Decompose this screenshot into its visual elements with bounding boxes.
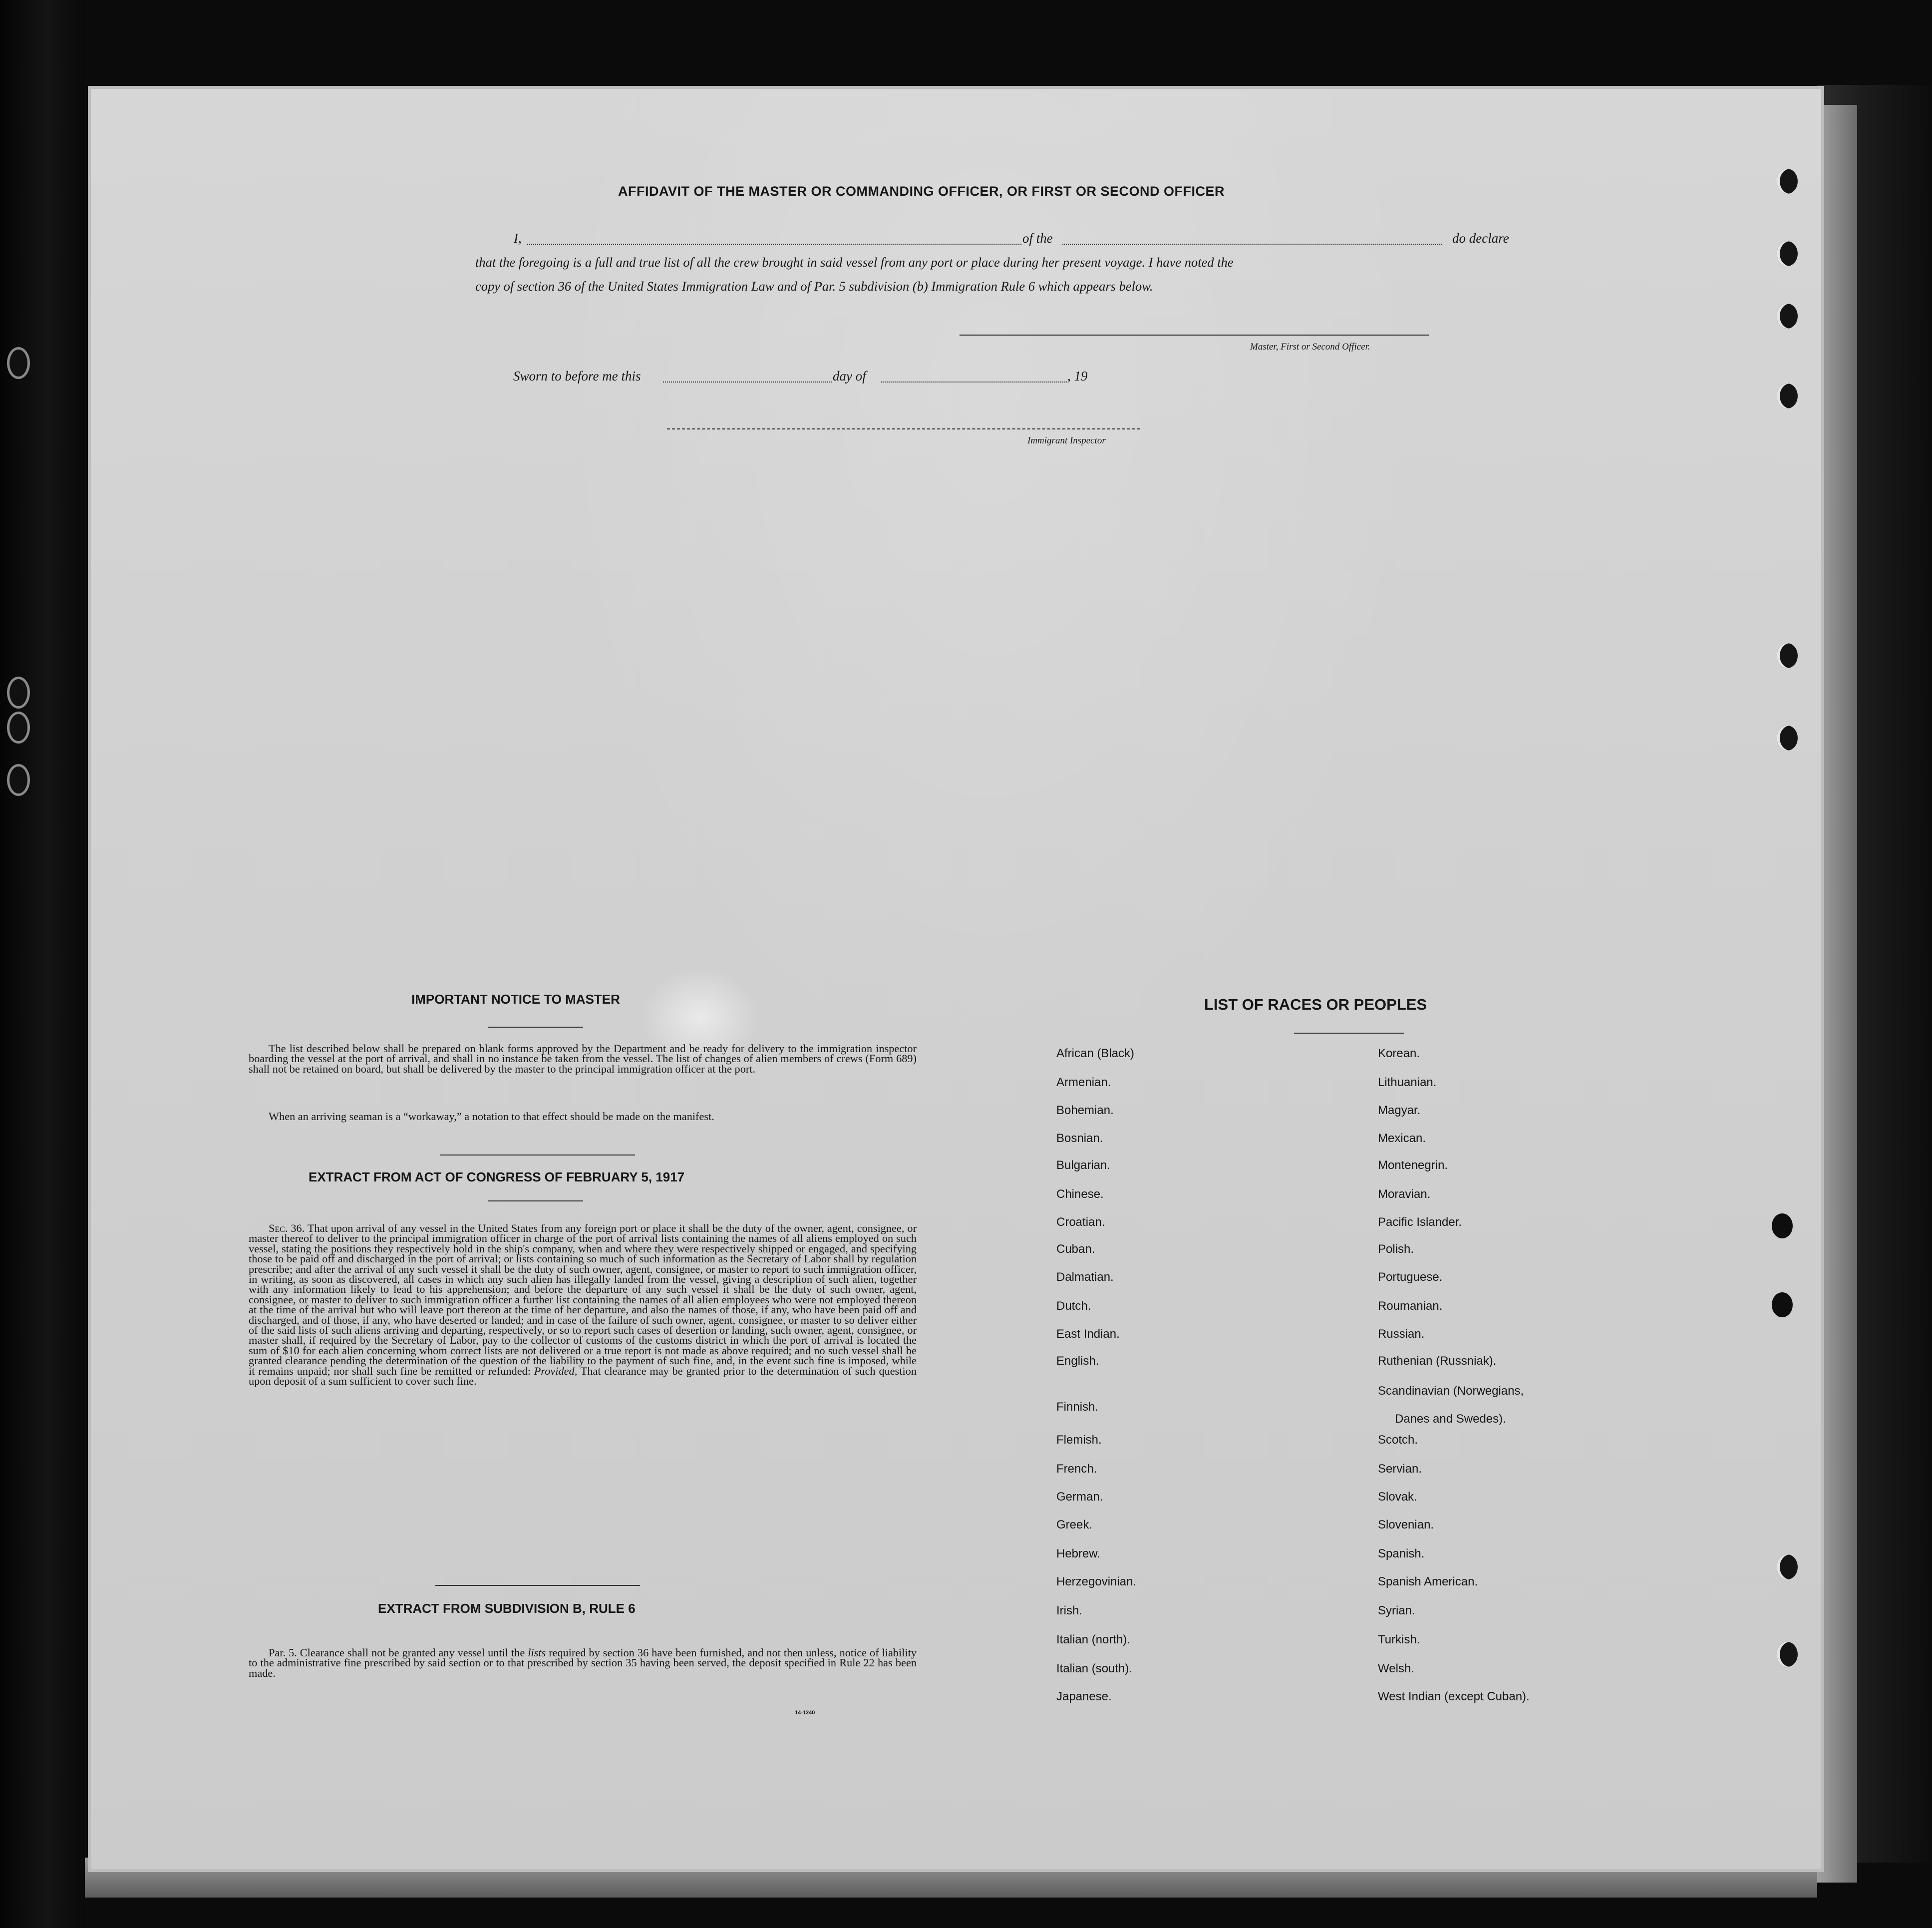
notice-title: IMPORTANT NOTICE TO MASTER: [411, 992, 620, 1007]
rule-text-b: required by section 36 have been furnished, and not then unless, notice of liability to the administrative fine prescribed by said section or to that prescribed by section 35 having been served, the deposit specified in Rule 22 has been made.: [249, 1646, 917, 1679]
document-sheet: [91, 89, 1821, 1869]
act-extract-title: EXTRACT FROM ACT OF CONGRESS OF FEBRUARY 5, 1917: [309, 1169, 685, 1184]
punch-hole: [1777, 1642, 1798, 1667]
race-item: Croatian.: [1056, 1215, 1105, 1229]
punch-hole: [1777, 1554, 1798, 1579]
sworn-day-blank[interactable]: [663, 382, 832, 383]
sec-label: Sec. 36.: [269, 1222, 305, 1234]
notice-paragraph-2: [249, 1112, 917, 1122]
race-item: Welsh.: [1378, 1662, 1414, 1675]
race-item: Chinese.: [1056, 1187, 1104, 1201]
race-item: Cuban.: [1056, 1242, 1095, 1256]
affidavit-i: I,: [514, 231, 522, 246]
master-caption: Master, First or Second Officer.: [1250, 342, 1370, 352]
film-hole: [7, 764, 30, 796]
punch-hole: [1777, 384, 1798, 408]
race-item: Mexican.: [1378, 1132, 1426, 1145]
race-item: Slovenian.: [1378, 1518, 1434, 1532]
race-item: Korean.: [1378, 1047, 1420, 1060]
race-item: Syrian.: [1378, 1604, 1415, 1617]
race-item: Scandinavian (Norwegians,: [1378, 1384, 1524, 1398]
race-item: English.: [1056, 1354, 1099, 1368]
race-item: Roumanian.: [1378, 1299, 1443, 1313]
punch-hole: [1777, 169, 1798, 194]
race-item: Bulgarian.: [1056, 1158, 1111, 1172]
race-item: Turkish.: [1378, 1633, 1420, 1646]
race-item: Lithuanian.: [1378, 1076, 1437, 1089]
divider: [440, 1155, 635, 1156]
race-item: East Indian.: [1056, 1327, 1120, 1341]
notice-text-1: The list described below shall be prepared on blank forms approved by the Department and be ready for delivery to the immigration inspector boarding the vessel at the port of arrival, and shall in no instance be taken from the vessel. The list of changes of alien members of crews (Form 689) shall not be retained on board, but shall be delivered by the master to the principal immigration officer at the port.: [249, 1042, 917, 1075]
rule-text-a: Par. 5. Clearance shall not be granted any vessel until the: [269, 1646, 525, 1659]
notice-paragraph: [249, 1044, 917, 1074]
sworn-year: , 19: [1067, 369, 1088, 384]
divider: [1294, 1033, 1404, 1034]
affidavit-title: AFFIDAVIT OF THE MASTER OR COMMANDING OFFICER, OR FIRST OR SECOND OFFICER: [618, 184, 1225, 199]
race-item: Armenian.: [1056, 1076, 1111, 1089]
affidavit-line-3: copy of section 36 of the United States Immigration Law and of Par. 5 subdivision (b) Immigration Rule 6 which appears below.: [475, 279, 1153, 294]
film-hole: [7, 347, 30, 379]
races-title: LIST OF RACES OR PEOPLES: [1204, 996, 1427, 1013]
race-item: West Indian (except Cuban).: [1378, 1690, 1530, 1703]
race-item: Portuguese.: [1378, 1270, 1443, 1284]
race-item: Japanese.: [1056, 1690, 1112, 1703]
sworn-prefix: Sworn to before me this: [513, 369, 641, 384]
race-item: Italian (south).: [1056, 1662, 1133, 1675]
punch-hole: [1772, 1292, 1793, 1317]
race-item: Pacific Islander.: [1378, 1215, 1462, 1229]
affidavit-of-the: of the: [1022, 231, 1053, 246]
race-item: Italian (north).: [1056, 1633, 1131, 1646]
race-item: Bosnian.: [1056, 1132, 1103, 1145]
rule-extract-title: EXTRACT FROM SUBDIVISION B, RULE 6: [378, 1601, 636, 1616]
film-edge-left: [0, 0, 85, 1928]
race-item: Flemish.: [1056, 1433, 1102, 1447]
race-item: Spanish.: [1378, 1547, 1425, 1560]
race-item: Bohemian.: [1056, 1104, 1114, 1117]
act-extract-text: [249, 1223, 917, 1387]
punch-hole: [1777, 726, 1798, 751]
race-item: Moravian.: [1378, 1187, 1431, 1201]
form-number: 14-1240: [795, 1710, 815, 1716]
act-text-end: That clearance may be granted prior to the determination of such question upon deposit of a sum sufficient to cover such fine.: [249, 1364, 917, 1388]
race-item: Spanish American.: [1378, 1575, 1478, 1588]
inspector-signature-line[interactable]: [667, 428, 1140, 429]
race-item: Herzegovinian.: [1056, 1575, 1137, 1588]
notice-text-2: When an arriving seaman is a “workaway,” a notation to that effect should be made on the manifest.: [269, 1110, 714, 1123]
punch-hole: [1777, 304, 1798, 329]
lists-word: lists: [528, 1646, 546, 1659]
punch-hole: [1772, 1213, 1793, 1238]
punch-hole: [1777, 643, 1798, 668]
race-item: Irish.: [1056, 1604, 1083, 1617]
race-item: African (Black): [1056, 1047, 1135, 1060]
race-item: Dutch.: [1056, 1299, 1091, 1313]
vessel-blank[interactable]: [1062, 244, 1442, 245]
divider: [488, 1027, 583, 1028]
race-item: Montenegrin.: [1378, 1158, 1448, 1172]
race-item-continuation: Danes and Swedes).: [1395, 1412, 1506, 1426]
film-hole: [7, 712, 30, 744]
race-item: French.: [1056, 1462, 1097, 1476]
race-item: Scotch.: [1378, 1433, 1418, 1447]
rule-extract-text: [249, 1648, 917, 1678]
race-item: Hebrew.: [1056, 1547, 1101, 1560]
race-item: Servian.: [1378, 1462, 1422, 1476]
race-item: Finnish.: [1056, 1400, 1099, 1414]
race-item: German.: [1056, 1490, 1103, 1504]
sworn-month-blank[interactable]: [881, 382, 1067, 383]
race-item: Magyar.: [1378, 1104, 1421, 1117]
affidavit-line-2: that the foregoing is a full and true list of all the crew brought in said vessel from any port or place during her present voyage. I have noted the: [475, 255, 1234, 270]
race-item: Polish.: [1378, 1242, 1414, 1256]
inspector-caption: Immigrant Inspector: [1027, 435, 1106, 446]
sworn-day-of: day of: [833, 369, 866, 384]
name-blank[interactable]: [527, 244, 1021, 245]
divider: [435, 1585, 640, 1586]
affidavit-declare: do declare: [1452, 231, 1509, 246]
provided-word: Provided,: [534, 1364, 578, 1377]
race-item: Russian.: [1378, 1327, 1425, 1341]
act-text: That upon arrival of any vessel in the United States from any foreign port or place it shall be the duty of the owner, agent, consignee, or master thereof to deliver to the principal immigration officer in charge of the port of arrival lists containing the names of all aliens employed on such vessel, stating the positions they respectively hold in the ship's company, when and where they were respectively shipped or engaged, and specifying those to be paid off and discharged in the port of arrival; or lists containing so much of such information as the Secretary of Labor shall by regulation prescribe; and after the arrival of any such vessel it shall be the duty of such owner, agent, consignee, or master to report to such immigration officer, in writing, as soon as discovered, all cases in which any such alien has illegally landed from the vessel, giving a description of such alien, together with any information likely to lead to his apprehension; and before the departure of any such vessel it shall be the duty of such owner, agent, consignee, or master to deliver to such immigration officer a further list containing the names of all alien employees who were not employed thereon at the time of the arrival but who will leave port thereon at the time of her departure, and also the names of those, if any, who have been paid off and discharged, and of those, if any, who have deserted or landed; and in case of the failure of such owner, agent, consignee, or master to so deliver either of the said lists of such aliens arriving and departing, respectively, or so to report such cases of desertion or landing, such owner, agent, consignee, or master shall, if required by the Secretary of Labor, pay to the collector of customs of the customs district in which the port of arrival is located the sum of $10 for each alien concerning whom correct lists are not delivered or a true report is not made as above required; and no such vessel shall be granted clearance pending the determination of the question of the liability to the payment of such fine, and, in the event such fine is imposed, while it remains unpaid; nor shall such fine be remitted or refunded:: [249, 1222, 917, 1377]
race-item: Ruthenian (Russniak).: [1378, 1354, 1497, 1368]
film-hole: [7, 677, 30, 709]
race-item: Slovak.: [1378, 1490, 1417, 1504]
master-signature-line[interactable]: [960, 335, 1429, 336]
race-item: Dalmatian.: [1056, 1270, 1114, 1284]
race-item: Greek.: [1056, 1518, 1093, 1532]
punch-hole: [1777, 241, 1798, 266]
divider: [488, 1200, 583, 1201]
